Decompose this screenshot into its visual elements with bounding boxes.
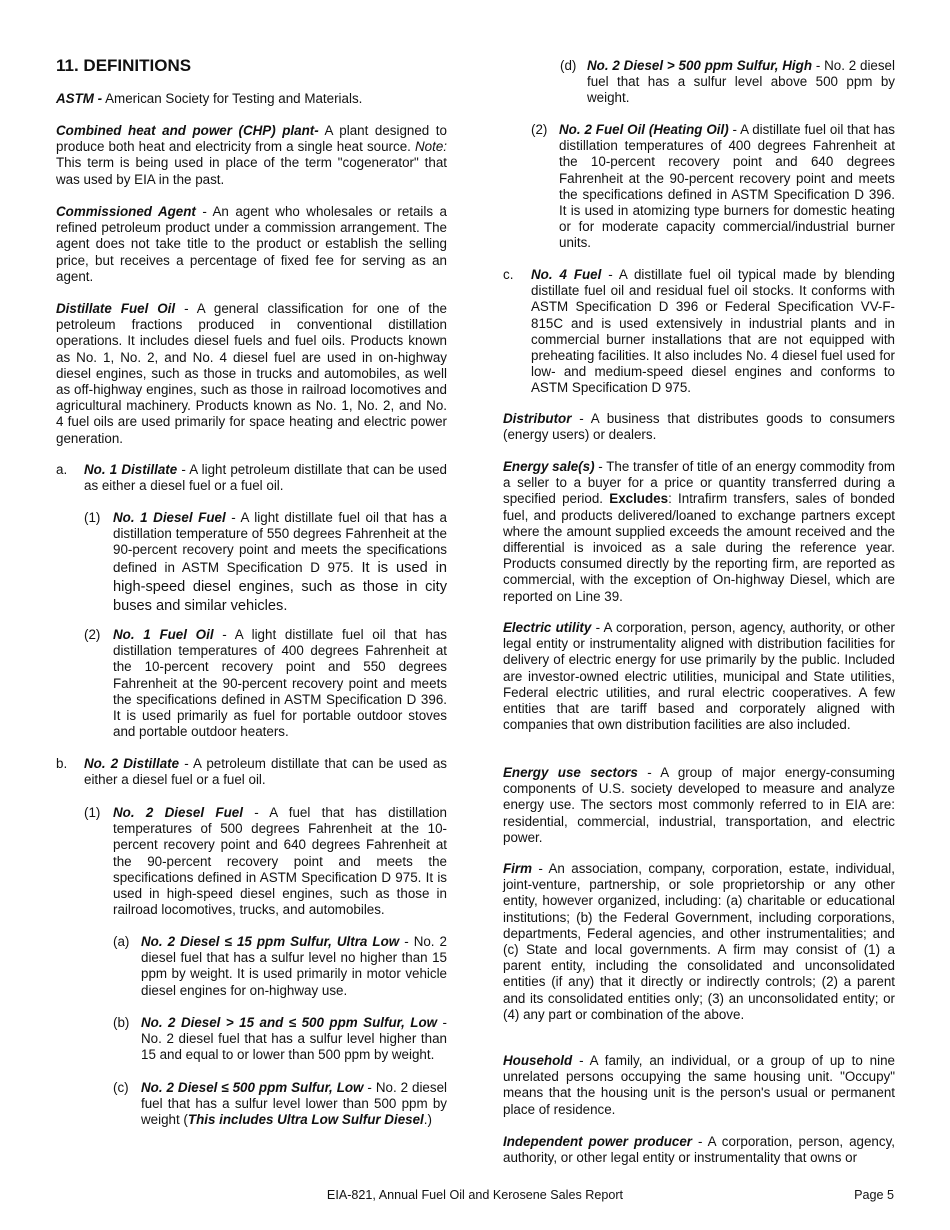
definition-firm: Firm - An association, company, corporation, estate, individual, joint-venture, partnership, or sole proprietorship or any other entity, however organized, including: (a) charitable or educational institutions; (b) the Federal Government, including corporations, departments, Federal agencies, and other instrumentalities; and (c) State and local governments. A firm may consist of (1) a parent entity, including the consolidated and unconsolidated entities (if any) that it directly or indirectly controls; (2) a parent and its consolidated entities only; (3) an unconsolidated entity; or (4) any part or combination of the above. bbox=[503, 861, 895, 1022]
definition-electric-utility: Electric utility - A corporation, person, agency, authority, or other legal entity or instrumentality aligned with distribution facilities for delivery of electric energy for use primarily by the public. Included are investor-owned electric utilities, municipal and State utilities, Federal electric utilities, and rural electric cooperatives. A few entities that are tariff based and corporately aligned with companies that own distribution facilities are also included. bbox=[503, 620, 895, 733]
definition-energy-sales: Energy sale(s) - The transfer of title of an energy commodity from a seller to a buyer for a price or quantity transferred during a specified period. Excludes: Intrafirm transfers, sales of bonded fuel, and products delivered/loaned to exchange partners except where the amount supplied exceeds the amount received and the differential is invoiced as a sale during the reference year. Products consumed directly by the reporting firm, are reported as commercial, with the exception of On-highway Diesel, which are reported on Line 39. bbox=[503, 459, 896, 604]
definition-no2-fuel-oil: (2) No. 2 Fuel Oil (Heating Oil) - A distillate fuel oil that has distillation temperatures of 400 degrees Fahrenheit at the 10-percent recovery point and 640 degrees Fahrenheit at the 90-percent recovery point and meets the specifications defined in ASTM Specification D 396. It is used in atomizing type burners for domestic heating or for moderate capacity commercial/industrial burner units. bbox=[531, 122, 895, 251]
definition-distributor: Distributor - A business that distributes goods to consumers (energy users) or dealers. bbox=[503, 411, 895, 443]
definition-independent-power-producer: Independent power producer - A corporation, person, agency, authority, or other legal entity or instrumentality that owns or bbox=[503, 1134, 896, 1166]
definition-no4-fuel: c. No. 4 Fuel - A distillate fuel oil typical made by blending distillate fuel oil and residual fuel oil stocks. It conforms with ASTM Specification D 396 or Federal Specification VV-F-815C and is used extensively in industrial plants and in commercial burner installations that are not equipped with preheating facilities. It also includes No. 4 diesel fuel used for low- and medium-speed diesel engines and conforms to ASTM Specification D 975. bbox=[503, 267, 895, 396]
definition-chp-plant: Combined heat and power (CHP) plant- A plant designed to produce both heat and electricity from a single heat source. Note: This term is being used in place of the term "cogenerator" that was used by EIA in the past. bbox=[56, 123, 447, 187]
definition-commissioned-agent: Commissioned Agent - An agent who wholesales or retails a refined petroleum product under a commission arrangement. The agent does not take title to the product or establish the selling price, but receives a percentage of fixed fee for serving as an agent. bbox=[56, 204, 447, 284]
definition-no1-diesel-fuel: (1) No. 1 Diesel Fuel - A light distillate fuel oil that has a distillation temperature of 550 degrees Fahrenheit at the 90-percent recovery point and meets the specifications defined in ASTM Specification D 975. It is used in high-speed diesel engines, such as those in city buses and similar vehicles. bbox=[84, 510, 447, 614]
definition-astm: ASTM - American Society for Testing and Materials. bbox=[56, 91, 363, 106]
definition-no2-diesel-low: (b) No. 2 Diesel > 15 and ≤ 500 ppm Sulfur, Low - No. 2 diesel fuel that has a sulfur level higher than 15 and equal to or lower than 500 ppm by weight. bbox=[113, 1015, 447, 1063]
definition-no2-distillate: b. No. 2 Distillate - A petroleum distillate that can be used as either a diesel fuel or a fuel oil. bbox=[56, 756, 447, 788]
footer-report-title: EIA-821, Annual Fuel Oil and Kerosene Sales Report bbox=[326, 1188, 624, 1202]
definition-no2-diesel-ultra-low: (a) No. 2 Diesel ≤ 15 ppm Sulfur, Ultra Low - No. 2 diesel fuel that has a sulfur level no higher than 15 ppm by weight. It is used primarily in motor vehicle diesel engines for on-highway use. bbox=[113, 934, 448, 998]
definition-no1-fuel-oil: (2) No. 1 Fuel Oil - A light distillate fuel oil that has distillation temperatures of 400 degrees Fahrenheit at the 10-percent recovery point and 550 degrees Fahrenheit at the 90-percent recovery point and meets the specifications defined in ASTM Specification D 396. It is used primarily as fuel for portable outdoor stoves and portable outdoor heaters. bbox=[84, 627, 448, 740]
definition-no2-diesel-high: (d) No. 2 Diesel > 500 ppm Sulfur, High - No. 2 diesel fuel that has a sulfur level above 500 ppm by weight. bbox=[560, 58, 895, 106]
section-heading: 11. DEFINITIONS bbox=[56, 56, 192, 75]
definition-distillate-fuel-oil: Distillate Fuel Oil - A general classification for one of the petroleum fractions produced in conventional distillation operations. It includes diesel fuels and fuel oils. Products known as No. 1, No. 2, and No. 4 diesel fuel are used in on-highway diesel engines, such as those in trucks and automobiles, as well as off-highway engines, such as those in railroad locomotives and agricultural machinery. Products known as No. 1, No. 2, and No. 4 fuel oils are used primarily for space heating and electric power generation. bbox=[56, 301, 447, 446]
definition-no2-diesel-fuel: (1) No. 2 Diesel Fuel - A fuel that has distillation temperatures of 500 degrees Fahrenheit at the 10-percent recovery point and 640 degrees Fahrenheit at the 90-percent recovery point and meets the specifications defined in ASTM Specification D 975. It is used in high-speed diesel engines, such as those in railroad locomotives, trucks, and automobiles. bbox=[84, 805, 447, 918]
footer-page-number: Page 5 bbox=[854, 1188, 894, 1202]
definition-no2-diesel-500-low: (c) No. 2 Diesel ≤ 500 ppm Sulfur, Low - No. 2 diesel fuel that has a sulfur level lower than 500 ppm by weight (This includes Ultra Low Sulfur Diesel.) bbox=[113, 1080, 447, 1128]
definition-no1-distillate: a. No. 1 Distillate - A light petroleum distillate that can be used as either a diesel fuel or a fuel oil. bbox=[56, 462, 447, 494]
definition-household: Household - A family, an individual, or a group of up to nine unrelated persons occupying the same housing unit. "Occupy" means that the housing unit is the person's usual or permanent place of residence. bbox=[503, 1053, 895, 1117]
definition-energy-use-sectors: Energy use sectors - A group of major energy-consuming components of U.S. society developed to measure and analyze energy use. The sectors most commonly referred to in EIA are: residential, commercial, industrial, transportation, and electric power. bbox=[503, 765, 895, 845]
